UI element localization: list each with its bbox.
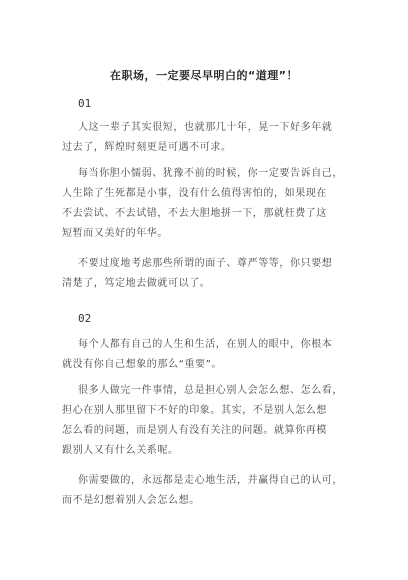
text-line: 担心在别人那里留下不好的印象。其实，不是别人怎么想 bbox=[62, 405, 327, 416]
section-number-01: 01 bbox=[78, 97, 92, 110]
text-line: 人这一辈子其实很短，也就那几十年，晃一下好多年就 bbox=[78, 122, 333, 133]
paragraph-1-1 bbox=[62, 118, 352, 158]
text-line: 而不是幻想着别人会怎么想。 bbox=[62, 495, 200, 506]
section-number-02: 02 bbox=[78, 312, 92, 325]
paragraph-1-3 bbox=[62, 254, 352, 294]
text-line: 每当你胆小懦弱、犹豫不前的时候，你一定要告诉自己， bbox=[78, 168, 343, 179]
text-line: 怎么看的问题，而是别人有没有关注的问题。就算你再模 bbox=[62, 425, 327, 436]
text-line: 就没有你自己想象的那么“重要”。 bbox=[62, 359, 222, 370]
text-line: 跟别人又有什么关系呢。 bbox=[62, 445, 179, 456]
text-line: 不去尝试、不去试错，不去大胆地拼一下，那就枉费了这 bbox=[62, 208, 327, 219]
text-line: 每个人都有自己的人生和生活，在别人的眼中，你根本 bbox=[78, 339, 333, 350]
paragraph-2-2 bbox=[62, 381, 352, 461]
text-line: 你需要做的，永远都是走心地生活，并赢得自己的认可， bbox=[78, 475, 343, 486]
text-line: 过去了，辉煌时刻更是可遇不可求。 bbox=[62, 142, 232, 153]
text-line: 短暂而又美好的年华。 bbox=[62, 228, 168, 239]
paragraph-2-3 bbox=[62, 471, 352, 511]
text-line: 人生除了生死都是小事，没有什么值得害怕的，如果现在 bbox=[62, 188, 327, 199]
text-line: 很多人做完一件事情，总是担心别人会怎么想、怎么看， bbox=[78, 385, 343, 396]
text-line: 不要过度地考虑那些所谓的面子、尊严等等，你只要想 bbox=[78, 258, 333, 269]
page-title: 在职场，一定要尽早明白的“道理”！ bbox=[110, 69, 298, 82]
text-line: 清楚了，笃定地去做就可以了。 bbox=[62, 278, 211, 289]
paragraph-2-1 bbox=[62, 335, 352, 375]
paragraph-1-2 bbox=[62, 164, 352, 244]
